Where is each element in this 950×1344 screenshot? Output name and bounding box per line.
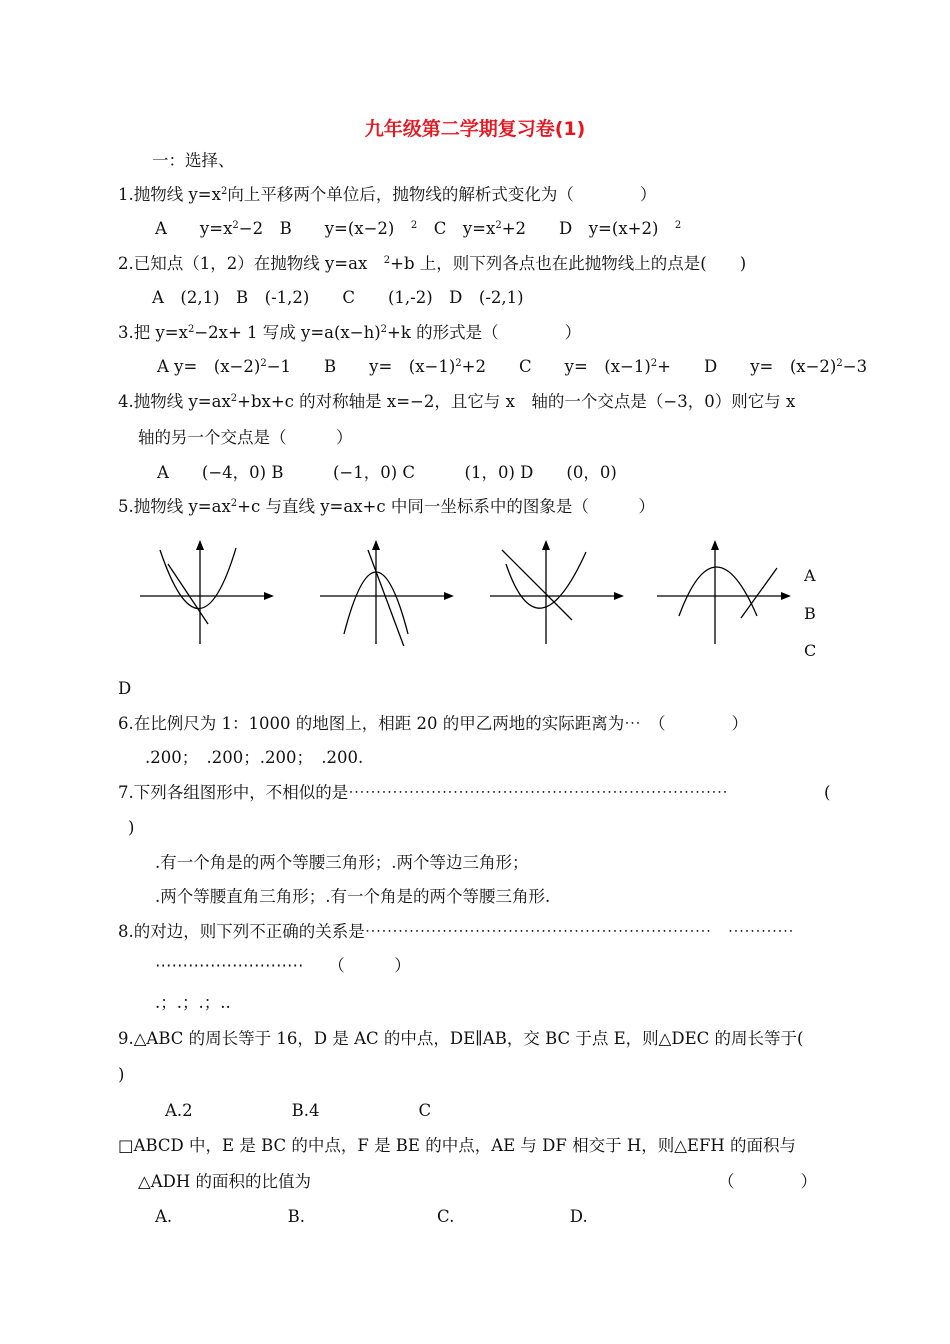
section-heading: 一：选择、: [152, 151, 235, 170]
question-8-options: .；.；.；..: [155, 993, 231, 1012]
graph-label-c: C: [804, 641, 817, 660]
graph-option-b: [318, 538, 460, 646]
question-6-options: .200； .200；.200； .200.: [145, 748, 364, 767]
question-10-options: A. B. C. D.: [155, 1207, 588, 1226]
graph-label-b: B: [804, 604, 816, 623]
graph-option-d: [655, 538, 797, 646]
question-4-options: A (−4，0) B (−1，0) C (1，0) D (0，0): [157, 463, 617, 482]
question-4-stem-line2: 轴的另一个交点是（ ）: [138, 428, 353, 447]
question-10-stem: □ABCD 中，E 是 BC 的中点，F 是 BE 的中点，AE 与 DF 相交于 H，则△EFH 的面积与: [118, 1136, 797, 1155]
question-9-stem: 9.△ABC 的周长等于 16，D 是 AC 的中点，DE∥AB，交 BC 于点 E，则△DEC 的周长等于(: [118, 1029, 804, 1048]
question-10-stem-line2: △ADH 的面积的比值为: [138, 1172, 311, 1191]
graph-label-d: D: [118, 679, 132, 698]
page-title: 九年级第二学期复习卷(1): [364, 118, 586, 140]
question-7-options-line2: .两个等腰直角三角形；.有一个角是的两个等腰三角形.: [155, 887, 551, 906]
question-8-stem-line2: ⋯⋯⋯⋯⋯⋯⋯⋯⋯ （ ）: [155, 956, 411, 975]
question-7-stem: 7.下列各组图形中，不相似的是⋯⋯⋯⋯⋯⋯⋯⋯⋯⋯⋯⋯⋯⋯⋯⋯⋯⋯⋯⋯⋯⋯⋯: [118, 783, 728, 802]
graph-label-a: A: [804, 566, 816, 585]
graph-option-a: [138, 538, 280, 646]
question-1-stem: 1.抛物线 $y=x^2$向上平移两个单位后，抛物线的解析式变化为（ ）: [118, 185, 657, 204]
question-5-stem: 5.抛物线 $y=ax^2+c$ 与直线 y=ax+c 中同一坐标系中的图象是（ ）: [118, 497, 655, 516]
question-2-options: A (2,1) B (-1,2) C (1,-2) D (-2,1): [152, 288, 524, 307]
question-3-options: A y= $(x-2)^2-1$ B y= $(x-1)^2+2$ C y= $(x-1)^2+$ D y= $(x-2)^2-3$: [157, 357, 868, 376]
question-1-options: A $y=x^2-2$ B y=(x−2) $^2$ C $y=x^2+2$ D y=(x+2) $^2$: [155, 219, 682, 238]
question-10-paren: （ ）: [718, 1172, 817, 1191]
question-2-stem: 2.已知点（1，2）在抛物线 y=ax $^2$+b 上，则下列各点也在此抛物线上的点是( ): [118, 254, 747, 273]
question-9-options: A.2 B.4 C: [165, 1101, 432, 1120]
question-7-options-line1: .有一个角是的两个等腰三角形；.两个等边三角形；: [155, 853, 529, 872]
question-8-stem: 8.的对边，则下列不正确的关系是⋯⋯⋯⋯⋯⋯⋯⋯⋯⋯⋯⋯⋯⋯⋯⋯⋯⋯⋯⋯⋯ ⋯⋯⋯⋯: [118, 922, 794, 941]
question-7-paren-open: (: [824, 783, 831, 802]
graph-option-c: [488, 538, 630, 646]
question-3-stem: 3.把 $y=x^2-2x+ 1$ 写成 $y=a(x-h)^2+k$ 的形式是（ ）: [118, 323, 582, 342]
question-4-stem: 4.抛物线 $y=ax^2+bx+c$ 的对称轴是 x=−2，且它与 x 轴的一个交点是（−3，0）则它与 x: [118, 392, 796, 411]
question-9-stem-line2: ): [118, 1065, 125, 1084]
question-7-paren-close: ): [128, 818, 135, 837]
question-6-stem: 6.在比例尺为 1：1000 的地图上，相距 20 的甲乙两地的实际距离为⋯ （ ）: [118, 714, 748, 733]
